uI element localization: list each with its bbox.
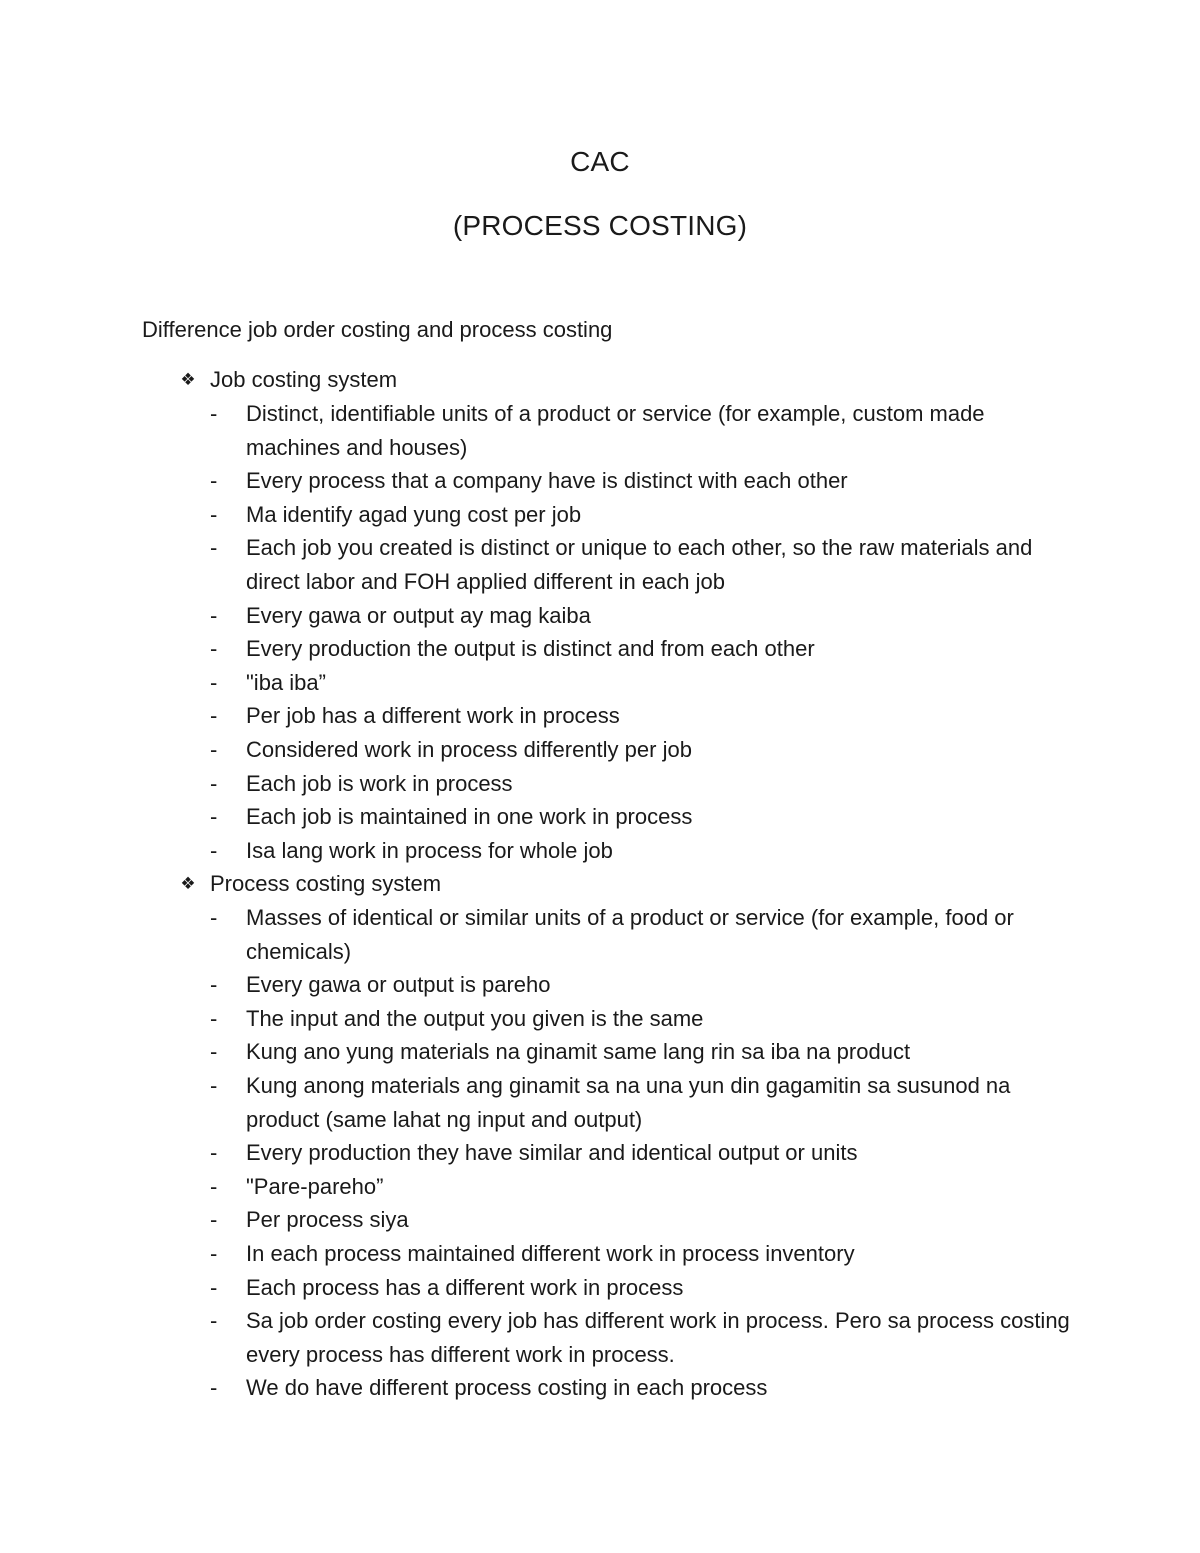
dash-bullet-icon: - [210, 1308, 218, 1334]
dash-bullet-icon: - [210, 1005, 218, 1031]
dash-bullet-icon: - [210, 602, 218, 628]
list-item-text: Each job you created is distinct or unique to each other, so the raw materials and direct labor and FOH applied different in each job [246, 535, 1033, 594]
list-item [176, 498, 1076, 532]
dash-bullet-icon: - [210, 804, 218, 830]
job-costing-header [176, 363, 1076, 397]
section-heading: Difference job order costing and process costing [142, 317, 613, 342]
list-item [176, 1371, 1076, 1405]
dash-bullet-icon: - [210, 1072, 218, 1098]
list-item [176, 1271, 1076, 1305]
document-subtitle: (PROCESS COSTING) [452, 210, 748, 241]
list-item-text: "Pare-pareho” [246, 1173, 384, 1199]
list-item-text: Every process that a company have is distinct with each other [246, 468, 848, 494]
job-costing-list [176, 397, 1076, 867]
dash-bullet-icon: - [210, 1375, 218, 1401]
dash-bullet-icon: - [210, 905, 218, 930]
list-item-text: Masses of identical or similar units of a product or service (for example, food or chemicals) [246, 905, 1014, 964]
list-item [176, 733, 1076, 767]
list-item-text: Considered work in process differently per job [246, 736, 692, 762]
process-costing-label: Process costing system [210, 871, 442, 896]
list-item [176, 397, 1076, 464]
list-item-text: Kung ano yung materials na ginamit same lang rin sa iba na product [246, 1039, 911, 1065]
process-costing-section [176, 867, 1076, 1405]
job-costing-label: Job costing system [210, 367, 398, 392]
list-item [176, 1304, 1076, 1371]
dash-bullet-icon: - [210, 1207, 218, 1233]
list-item [176, 666, 1076, 700]
dash-bullet-icon: - [210, 1173, 218, 1199]
list-item-text: The input and the output you given is the same [246, 1005, 704, 1031]
dash-bullet-icon: - [210, 703, 218, 729]
dash-bullet-icon: - [210, 736, 218, 762]
list-item [176, 599, 1076, 633]
list-item-text: Per process siya [246, 1207, 409, 1233]
list-item [176, 1237, 1076, 1271]
dash-bullet-icon: - [210, 1039, 218, 1065]
list-item [176, 531, 1076, 598]
list-item [176, 632, 1076, 666]
list-item [176, 1170, 1076, 1204]
dash-bullet-icon: - [210, 669, 218, 695]
list-item [176, 767, 1076, 801]
list-item-text: In each process maintained different work in process inventory [246, 1240, 855, 1266]
process-costing-header [176, 867, 1076, 901]
job-costing-section [176, 363, 1076, 867]
dash-bullet-icon: - [210, 972, 218, 998]
list-item [176, 464, 1076, 498]
dash-bullet-icon: - [210, 1274, 218, 1300]
list-item-text: Kung anong materials ang ginamit sa na una yun din gagamitin sa susunod na product (same lahat ng input and output) [246, 1072, 1011, 1132]
list-item [176, 800, 1076, 834]
list-item-text: Every gawa or output ay mag kaiba [246, 602, 591, 628]
list-item [176, 1203, 1076, 1237]
list-item-text: Isa lang work in process for whole job [246, 837, 613, 863]
list-item-text: Ma identify agad yung cost per job [246, 501, 582, 527]
list-item-text: Each process has a different work in process [246, 1274, 684, 1300]
list-item [176, 699, 1076, 733]
dash-bullet-icon: - [210, 1240, 218, 1266]
list-item [176, 1002, 1076, 1036]
dash-bullet-icon: - [210, 468, 218, 494]
dash-bullet-icon: - [210, 1140, 218, 1166]
list-item-text: "iba iba” [246, 669, 326, 695]
list-item [176, 968, 1076, 1002]
dash-bullet-icon: - [210, 535, 218, 561]
document-title: CAC [570, 146, 630, 177]
list-item [176, 1136, 1076, 1170]
list-item-text: Sa job order costing every job has different work in process. Pero sa process costing every process has different work in process. [246, 1308, 1070, 1367]
list-item-text: Per job has a different work in process [246, 703, 620, 729]
list-item-text: Distinct, identifiable units of a product or service (for example, custom made machines and houses) [246, 401, 985, 460]
dash-bullet-icon: - [210, 770, 218, 796]
list-item [176, 1069, 1076, 1136]
list-item-text: Every production the output is distinct and from each other [246, 636, 815, 662]
list-item-text: Every gawa or output is pareho [246, 972, 551, 998]
list-item-text: We do have different process costing in each process [246, 1375, 768, 1401]
list-item-text: Each job is work in process [246, 770, 513, 796]
diamond-bullet-icon: ❖ [180, 874, 196, 893]
dash-bullet-icon: - [210, 837, 218, 863]
list-item-text: Every production they have similar and identical output or units [246, 1140, 858, 1166]
list-item-text: Each job is maintained in one work in process [246, 804, 693, 830]
list-item [176, 834, 1076, 868]
list-item [176, 901, 1076, 968]
diamond-bullet-icon: ❖ [180, 370, 196, 389]
dash-bullet-icon: - [210, 501, 218, 527]
dash-bullet-icon: - [210, 636, 218, 662]
dash-bullet-icon: - [210, 401, 218, 426]
process-costing-list [176, 901, 1076, 1405]
list-item [176, 1035, 1076, 1069]
